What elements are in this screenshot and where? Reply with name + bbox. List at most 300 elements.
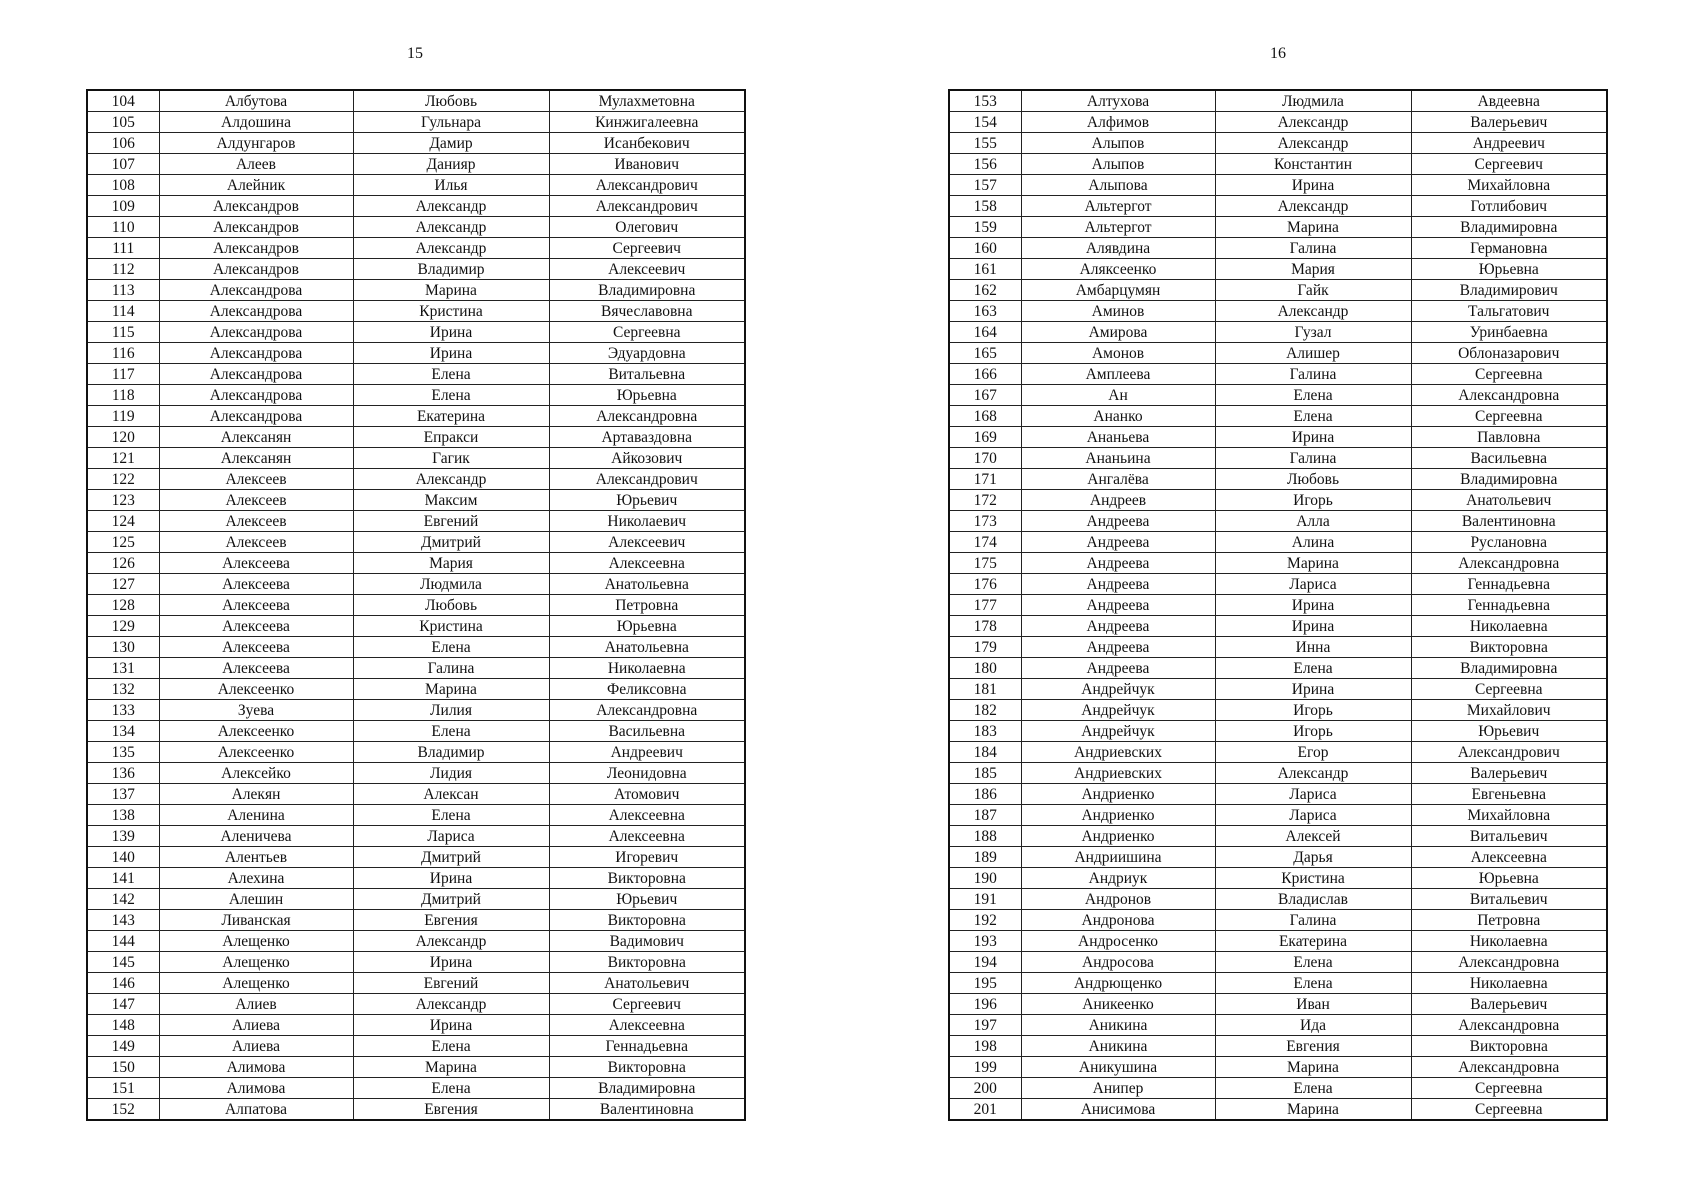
patronymic: Алексеевна bbox=[549, 553, 745, 574]
first-name: Александр bbox=[353, 469, 549, 490]
row-number: 131 bbox=[87, 658, 159, 679]
table-row bbox=[949, 910, 1607, 931]
row-number: 129 bbox=[87, 616, 159, 637]
table-row bbox=[87, 910, 745, 931]
patronymic: Павловна bbox=[1411, 427, 1607, 448]
row-number: 184 bbox=[949, 742, 1021, 763]
row-number: 143 bbox=[87, 910, 159, 931]
first-name: Максим bbox=[353, 490, 549, 511]
last-name: Андриишина bbox=[1021, 847, 1215, 868]
last-name: Аникина bbox=[1021, 1036, 1215, 1057]
patronymic: Кинжигалеевна bbox=[549, 112, 745, 133]
row-number: 126 bbox=[87, 553, 159, 574]
first-name: Лариса bbox=[1215, 574, 1411, 595]
last-name: Алексеев bbox=[159, 511, 353, 532]
table-row bbox=[949, 301, 1607, 322]
patronymic: Анатольевич bbox=[549, 973, 745, 994]
patronymic: Тальгатович bbox=[1411, 301, 1607, 322]
row-number: 146 bbox=[87, 973, 159, 994]
last-name: Аникеенко bbox=[1021, 994, 1215, 1015]
last-name: Алыпов bbox=[1021, 133, 1215, 154]
patronymic: Артаваздовна bbox=[549, 427, 745, 448]
last-name: Альтергот bbox=[1021, 196, 1215, 217]
patronymic: Васильевна bbox=[549, 721, 745, 742]
row-number: 136 bbox=[87, 763, 159, 784]
last-name: Андрющенко bbox=[1021, 973, 1215, 994]
patronymic: Валерьевич bbox=[1411, 994, 1607, 1015]
patronymic: Германовна bbox=[1411, 238, 1607, 259]
last-name: Александрова bbox=[159, 301, 353, 322]
patronymic: Валерьевич bbox=[1411, 763, 1607, 784]
table-row bbox=[949, 217, 1607, 238]
row-number: 174 bbox=[949, 532, 1021, 553]
patronymic: Валентиновна bbox=[1411, 511, 1607, 532]
patronymic: Васильевна bbox=[1411, 448, 1607, 469]
first-name: Галина bbox=[1215, 910, 1411, 931]
table-row bbox=[949, 868, 1607, 889]
last-name: Ангалёва bbox=[1021, 469, 1215, 490]
first-name: Ирина bbox=[1215, 175, 1411, 196]
last-name: Алтухова bbox=[1021, 90, 1215, 112]
last-name: Андриенко bbox=[1021, 784, 1215, 805]
table-row bbox=[87, 217, 745, 238]
row-number: 189 bbox=[949, 847, 1021, 868]
first-name: Ирина bbox=[353, 1015, 549, 1036]
row-number: 120 bbox=[87, 427, 159, 448]
first-name: Епракси bbox=[353, 427, 549, 448]
last-name: Александров bbox=[159, 238, 353, 259]
row-number: 154 bbox=[949, 112, 1021, 133]
row-number: 125 bbox=[87, 532, 159, 553]
row-number: 148 bbox=[87, 1015, 159, 1036]
table-row bbox=[87, 112, 745, 133]
table-row bbox=[87, 238, 745, 259]
table-row bbox=[949, 238, 1607, 259]
last-name: Алпатова bbox=[159, 1099, 353, 1121]
table-row bbox=[949, 1036, 1607, 1057]
table-row bbox=[87, 574, 745, 595]
row-number: 121 bbox=[87, 448, 159, 469]
patronymic: Сергеевна bbox=[1411, 364, 1607, 385]
last-name: Алексеева bbox=[159, 616, 353, 637]
row-number: 166 bbox=[949, 364, 1021, 385]
last-name: Анисимова bbox=[1021, 1099, 1215, 1121]
patronymic: Анатольевич bbox=[1411, 490, 1607, 511]
row-number: 147 bbox=[87, 994, 159, 1015]
first-name: Александр bbox=[1215, 133, 1411, 154]
last-name: Алфимов bbox=[1021, 112, 1215, 133]
table-row bbox=[87, 406, 745, 427]
first-name: Дмитрий bbox=[353, 532, 549, 553]
first-name: Гульнара bbox=[353, 112, 549, 133]
row-number: 167 bbox=[949, 385, 1021, 406]
first-name: Марина bbox=[353, 1057, 549, 1078]
last-name: Ананьева bbox=[1021, 427, 1215, 448]
row-number: 168 bbox=[949, 406, 1021, 427]
patronymic: Сергеевна bbox=[549, 322, 745, 343]
patronymic: Александрович bbox=[549, 196, 745, 217]
last-name: Анипер bbox=[1021, 1078, 1215, 1099]
table-row bbox=[87, 931, 745, 952]
patronymic: Андреевич bbox=[1411, 133, 1607, 154]
first-name: Евгений bbox=[353, 973, 549, 994]
patronymic: Алексеевна bbox=[549, 1015, 745, 1036]
patronymic: Владимировна bbox=[1411, 469, 1607, 490]
row-number: 175 bbox=[949, 553, 1021, 574]
first-name: Марина bbox=[1215, 553, 1411, 574]
patronymic: Владимировна bbox=[549, 280, 745, 301]
patronymic: Викторовна bbox=[1411, 637, 1607, 658]
first-name: Лидия bbox=[353, 763, 549, 784]
table-row bbox=[949, 889, 1607, 910]
table-row bbox=[949, 175, 1607, 196]
row-number: 132 bbox=[87, 679, 159, 700]
patronymic: Юрьевна bbox=[549, 616, 745, 637]
last-name: Андрейчук bbox=[1021, 721, 1215, 742]
last-name: Андрейчук bbox=[1021, 700, 1215, 721]
table-row bbox=[949, 700, 1607, 721]
row-number: 165 bbox=[949, 343, 1021, 364]
patronymic: Валерьевич bbox=[1411, 112, 1607, 133]
first-name: Галина bbox=[1215, 448, 1411, 469]
row-number: 122 bbox=[87, 469, 159, 490]
table-row bbox=[87, 826, 745, 847]
patronymic: Анатольевна bbox=[549, 574, 745, 595]
last-name: Алексеенко bbox=[159, 742, 353, 763]
row-number: 190 bbox=[949, 868, 1021, 889]
table-row bbox=[949, 679, 1607, 700]
patronymic: Анатольевна bbox=[549, 637, 745, 658]
patronymic: Николаевна bbox=[1411, 616, 1607, 637]
first-name: Галина bbox=[353, 658, 549, 679]
table-row bbox=[949, 931, 1607, 952]
patronymic: Витальевна bbox=[549, 364, 745, 385]
table-row bbox=[87, 90, 745, 112]
last-name: Алещенко bbox=[159, 931, 353, 952]
table-row bbox=[949, 595, 1607, 616]
last-name: Алексеенко bbox=[159, 721, 353, 742]
patronymic: Александровна bbox=[1411, 1057, 1607, 1078]
row-number: 108 bbox=[87, 175, 159, 196]
first-name: Любовь bbox=[1215, 469, 1411, 490]
roster-body bbox=[949, 90, 1607, 1120]
patronymic: Александрович bbox=[549, 175, 745, 196]
patronymic: Викторовна bbox=[549, 1057, 745, 1078]
last-name: Андреева bbox=[1021, 637, 1215, 658]
table-row bbox=[949, 343, 1607, 364]
last-name: Алимова bbox=[159, 1057, 353, 1078]
patronymic: Викторовна bbox=[549, 910, 745, 931]
table-row bbox=[949, 994, 1607, 1015]
row-number: 112 bbox=[87, 259, 159, 280]
last-name: Аленина bbox=[159, 805, 353, 826]
last-name: Алеев bbox=[159, 154, 353, 175]
patronymic: Михайловна bbox=[1411, 175, 1607, 196]
first-name: Елена bbox=[353, 637, 549, 658]
last-name: Алексанян bbox=[159, 448, 353, 469]
row-number: 177 bbox=[949, 595, 1021, 616]
table-row bbox=[87, 532, 745, 553]
table-row bbox=[949, 196, 1607, 217]
table-row bbox=[87, 553, 745, 574]
row-number: 172 bbox=[949, 490, 1021, 511]
patronymic: Владимирович bbox=[1411, 280, 1607, 301]
patronymic: Сергеевна bbox=[1411, 679, 1607, 700]
first-name: Дмитрий bbox=[353, 847, 549, 868]
row-number: 162 bbox=[949, 280, 1021, 301]
last-name: Алексеев bbox=[159, 490, 353, 511]
table-row bbox=[949, 616, 1607, 637]
table-row bbox=[949, 1057, 1607, 1078]
row-number: 117 bbox=[87, 364, 159, 385]
row-number: 156 bbox=[949, 154, 1021, 175]
row-number: 161 bbox=[949, 259, 1021, 280]
patronymic: Евгеньевна bbox=[1411, 784, 1607, 805]
patronymic: Александровна bbox=[549, 700, 745, 721]
row-number: 106 bbox=[87, 133, 159, 154]
table-row bbox=[87, 1036, 745, 1057]
first-name: Владислав bbox=[1215, 889, 1411, 910]
patronymic: Алексеевна bbox=[1411, 847, 1607, 868]
last-name: Зуева bbox=[159, 700, 353, 721]
first-name: Александр bbox=[353, 238, 549, 259]
row-number: 180 bbox=[949, 658, 1021, 679]
table-row bbox=[949, 952, 1607, 973]
first-name: Ирина bbox=[353, 868, 549, 889]
patronymic: Руслановна bbox=[1411, 532, 1607, 553]
first-name: Ирина bbox=[1215, 679, 1411, 700]
patronymic: Викторовна bbox=[549, 868, 745, 889]
table-row bbox=[87, 175, 745, 196]
first-name: Дамир bbox=[353, 133, 549, 154]
first-name: Марина bbox=[1215, 1057, 1411, 1078]
patronymic: Юрьевна bbox=[1411, 259, 1607, 280]
first-name: Кристина bbox=[1215, 868, 1411, 889]
row-number: 114 bbox=[87, 301, 159, 322]
row-number: 115 bbox=[87, 322, 159, 343]
row-number: 193 bbox=[949, 931, 1021, 952]
first-name: Любовь bbox=[353, 595, 549, 616]
first-name: Елена bbox=[1215, 973, 1411, 994]
table-row bbox=[949, 133, 1607, 154]
last-name: Алехина bbox=[159, 868, 353, 889]
first-name: Елена bbox=[1215, 385, 1411, 406]
last-name: Алексеева bbox=[159, 658, 353, 679]
table-row bbox=[87, 868, 745, 889]
table-row bbox=[87, 196, 745, 217]
table-row bbox=[949, 658, 1607, 679]
last-name: Альтергот bbox=[1021, 217, 1215, 238]
patronymic: Сергеевич bbox=[549, 994, 745, 1015]
last-name: Алентьев bbox=[159, 847, 353, 868]
row-number: 123 bbox=[87, 490, 159, 511]
first-name: Гузал bbox=[1215, 322, 1411, 343]
patronymic: Геннадьевна bbox=[1411, 574, 1607, 595]
first-name: Александр bbox=[353, 931, 549, 952]
first-name: Александр bbox=[1215, 196, 1411, 217]
row-number: 130 bbox=[87, 637, 159, 658]
first-name: Александр bbox=[1215, 763, 1411, 784]
last-name: Ананьина bbox=[1021, 448, 1215, 469]
row-number: 144 bbox=[87, 931, 159, 952]
first-name: Александр bbox=[353, 994, 549, 1015]
last-name: Алешин bbox=[159, 889, 353, 910]
table-row bbox=[87, 259, 745, 280]
table-row bbox=[87, 322, 745, 343]
first-name: Марина bbox=[353, 280, 549, 301]
roster-body bbox=[87, 90, 745, 1120]
patronymic: Юрьевич bbox=[549, 490, 745, 511]
row-number: 179 bbox=[949, 637, 1021, 658]
table-row bbox=[87, 952, 745, 973]
last-name: Ан bbox=[1021, 385, 1215, 406]
roster-table bbox=[948, 89, 1608, 1121]
last-name: Алейник bbox=[159, 175, 353, 196]
last-name: Андриенко bbox=[1021, 805, 1215, 826]
patronymic: Геннадьевна bbox=[1411, 595, 1607, 616]
first-name: Алексан bbox=[353, 784, 549, 805]
table-row bbox=[87, 1057, 745, 1078]
table-row bbox=[949, 427, 1607, 448]
last-name: Андреева bbox=[1021, 658, 1215, 679]
patronymic: Мулахметовна bbox=[549, 90, 745, 112]
first-name: Илья bbox=[353, 175, 549, 196]
last-name: Амбарцумян bbox=[1021, 280, 1215, 301]
last-name: Амплеева bbox=[1021, 364, 1215, 385]
table-row bbox=[949, 406, 1607, 427]
first-name: Кристина bbox=[353, 301, 549, 322]
last-name: Андреева bbox=[1021, 616, 1215, 637]
first-name: Константин bbox=[1215, 154, 1411, 175]
table-row bbox=[87, 301, 745, 322]
row-number: 186 bbox=[949, 784, 1021, 805]
first-name: Елена bbox=[1215, 658, 1411, 679]
patronymic: Леонидовна bbox=[549, 763, 745, 784]
row-number: 158 bbox=[949, 196, 1021, 217]
table-row bbox=[949, 1015, 1607, 1036]
last-name: Андреева bbox=[1021, 532, 1215, 553]
last-name: Алдошина bbox=[159, 112, 353, 133]
patronymic: Андреевич bbox=[549, 742, 745, 763]
row-number: 176 bbox=[949, 574, 1021, 595]
row-number: 164 bbox=[949, 322, 1021, 343]
first-name: Елена bbox=[353, 364, 549, 385]
patronymic: Эдуардовна bbox=[549, 343, 745, 364]
page-number: 15 bbox=[407, 45, 423, 62]
first-name: Марина bbox=[1215, 217, 1411, 238]
row-number: 201 bbox=[949, 1099, 1021, 1121]
patronymic: Валентиновна bbox=[549, 1099, 745, 1121]
row-number: 163 bbox=[949, 301, 1021, 322]
table-row bbox=[949, 784, 1607, 805]
table-row bbox=[87, 385, 745, 406]
patronymic: Владимировна bbox=[549, 1078, 745, 1099]
last-name: Александрова bbox=[159, 364, 353, 385]
first-name: Марина bbox=[353, 679, 549, 700]
last-name: Андросова bbox=[1021, 952, 1215, 973]
row-number: 141 bbox=[87, 868, 159, 889]
row-number: 157 bbox=[949, 175, 1021, 196]
first-name: Евгения bbox=[353, 1099, 549, 1121]
last-name: Андреева bbox=[1021, 595, 1215, 616]
first-name: Лариса bbox=[353, 826, 549, 847]
row-number: 200 bbox=[949, 1078, 1021, 1099]
row-number: 150 bbox=[87, 1057, 159, 1078]
table-row bbox=[949, 364, 1607, 385]
last-name: Алдунгаров bbox=[159, 133, 353, 154]
patronymic: Атомович bbox=[549, 784, 745, 805]
row-number: 142 bbox=[87, 889, 159, 910]
row-number: 173 bbox=[949, 511, 1021, 532]
row-number: 170 bbox=[949, 448, 1021, 469]
table-row bbox=[949, 90, 1607, 112]
table-row bbox=[949, 763, 1607, 784]
row-number: 182 bbox=[949, 700, 1021, 721]
last-name: Алексеев bbox=[159, 532, 353, 553]
last-name: Андреева bbox=[1021, 511, 1215, 532]
first-name: Лариса bbox=[1215, 784, 1411, 805]
row-number: 152 bbox=[87, 1099, 159, 1121]
row-number: 169 bbox=[949, 427, 1021, 448]
first-name: Лилия bbox=[353, 700, 549, 721]
first-name: Алексей bbox=[1215, 826, 1411, 847]
table-row bbox=[949, 1099, 1607, 1121]
last-name: Андриевских bbox=[1021, 763, 1215, 784]
last-name: Александрова bbox=[159, 322, 353, 343]
table-row bbox=[949, 322, 1607, 343]
row-number: 135 bbox=[87, 742, 159, 763]
first-name: Елена bbox=[353, 1036, 549, 1057]
last-name: Алиев bbox=[159, 994, 353, 1015]
last-name: Алексеева bbox=[159, 637, 353, 658]
first-name: Данияр bbox=[353, 154, 549, 175]
table-row bbox=[87, 1099, 745, 1121]
first-name: Владимир bbox=[353, 742, 549, 763]
patronymic: Алексеевич bbox=[549, 259, 745, 280]
table-row bbox=[949, 553, 1607, 574]
first-name: Елена bbox=[353, 1078, 549, 1099]
patronymic: Иванович bbox=[549, 154, 745, 175]
row-number: 110 bbox=[87, 217, 159, 238]
last-name: Алексанян bbox=[159, 427, 353, 448]
first-name: Гайк bbox=[1215, 280, 1411, 301]
patronymic: Николаевна bbox=[1411, 931, 1607, 952]
table-row bbox=[87, 658, 745, 679]
first-name: Гагик bbox=[353, 448, 549, 469]
row-number: 134 bbox=[87, 721, 159, 742]
first-name: Иван bbox=[1215, 994, 1411, 1015]
patronymic: Викторовна bbox=[1411, 1036, 1607, 1057]
first-name: Елена bbox=[1215, 1078, 1411, 1099]
roster-table bbox=[86, 89, 746, 1121]
table-row bbox=[949, 1078, 1607, 1099]
table-row bbox=[87, 637, 745, 658]
patronymic: Николаевич bbox=[549, 511, 745, 532]
patronymic: Сергеевна bbox=[1411, 1078, 1607, 1099]
table-row bbox=[949, 259, 1607, 280]
patronymic: Витальевич bbox=[1411, 889, 1607, 910]
last-name: Андриук bbox=[1021, 868, 1215, 889]
row-number: 145 bbox=[87, 952, 159, 973]
first-name: Игорь bbox=[1215, 721, 1411, 742]
patronymic: Алексеевич bbox=[549, 532, 745, 553]
table-row bbox=[87, 595, 745, 616]
first-name: Елена bbox=[353, 721, 549, 742]
first-name: Марина bbox=[1215, 1099, 1411, 1121]
table-row bbox=[87, 280, 745, 301]
patronymic: Владимировна bbox=[1411, 217, 1607, 238]
first-name: Алина bbox=[1215, 532, 1411, 553]
